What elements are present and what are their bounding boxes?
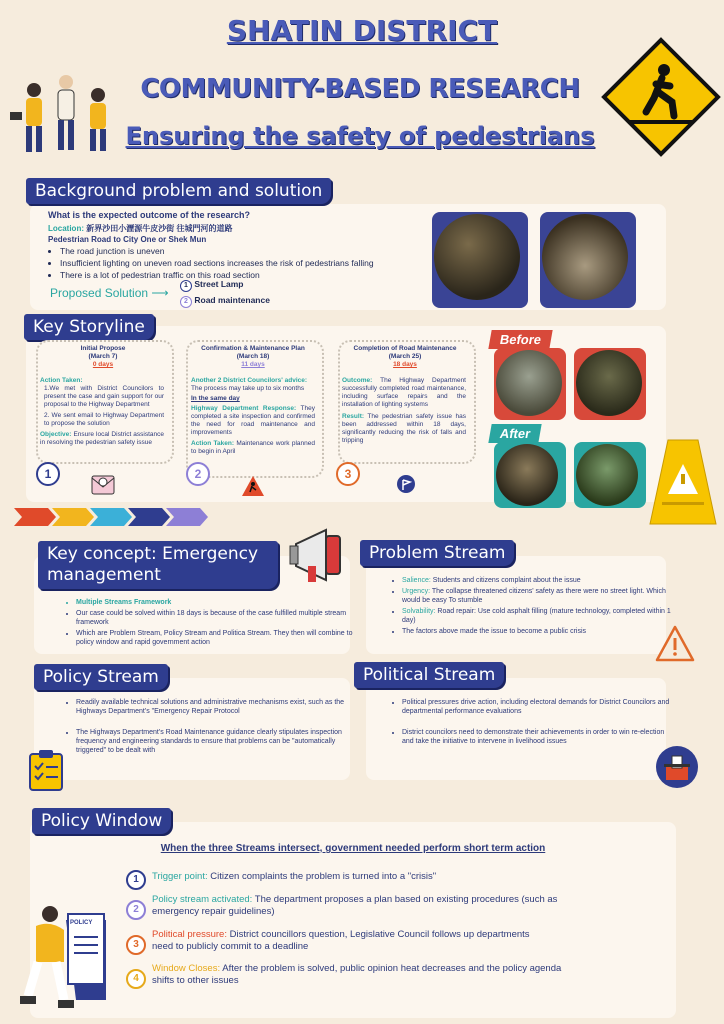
solution-street-lamp: Street Lamp [194, 279, 244, 289]
card-date: (March 7) [88, 353, 118, 360]
card-days: 0 days [92, 361, 114, 368]
card-date: (March 18) [236, 353, 270, 360]
location-pin-icon [396, 474, 416, 496]
road-photo [542, 214, 628, 300]
policy-sign-text: POLICY [70, 920, 93, 926]
card-label: Objective: [40, 431, 72, 438]
before-label: Before [488, 330, 553, 349]
step-number-2: 2 [186, 462, 210, 486]
list-item: • The road junction is uneven [60, 246, 440, 256]
wet-floor-sign [646, 436, 720, 528]
person-with-policy-sign [16, 900, 116, 1014]
list-item: • District councilors need to demonstrate their achievements in order to win re-election and take the initiative to intervene in livelihood issues [402, 728, 672, 746]
card-label: Result: [342, 413, 365, 420]
window-subheading: When the three Streams intersect, government needed perform short term action [160, 843, 546, 854]
step-number-1: 1 [36, 462, 60, 486]
location-label: Location: [48, 224, 84, 233]
window-item-text: The department proposes a plan based on existing procedures (such as emergency repair guidelines) [152, 894, 558, 917]
solution-number-icon: 2 [180, 296, 192, 308]
card-title: Initial Propose [80, 345, 126, 352]
solution-road-maintenance: Road maintenance [194, 295, 270, 305]
list-item [402, 607, 672, 625]
construction-sign-icon [240, 474, 266, 498]
proposed-solution-label: Proposed Solution [50, 286, 149, 300]
walking-people-illustration [4, 40, 124, 160]
list-item: • Insufficient lighting on uneven road sections increases the risk of pedestrians falling [60, 258, 440, 268]
title-line1: SHATIN DISTRICT [226, 14, 498, 47]
card-text: The pedestrian safety issue has been addressed within 18 days, significantly reducing the risk of falls and tripping [342, 413, 466, 444]
window-number-2: 2 [126, 900, 146, 920]
policy-heading: Policy Stream [34, 664, 168, 690]
window-item-text: District councillors question, Legislative Council follows up departments need to publicly commit to a deadline [152, 929, 530, 952]
card-text: They completed a site inspection and confirmed the need for road maintenance and improvements [191, 405, 315, 436]
before-photo [496, 350, 562, 416]
storyline-heading: Key Storyline [24, 314, 154, 340]
checklist-icon [24, 748, 70, 794]
window-item-label: Political pressure: [152, 929, 227, 940]
card-same-day: In the same day [191, 395, 240, 402]
list-item: • There is a lot of pedestrian traffic on this road section [60, 270, 440, 280]
after-label: After [488, 424, 542, 443]
list-item [402, 587, 672, 605]
list-item [402, 576, 672, 585]
email-icon [90, 472, 116, 496]
before-photo [576, 350, 642, 416]
window-heading: Policy Window [32, 808, 171, 834]
card-text: The Highway Department successfully completed road maintenance, including surface repairs and the installation of lighting systems [342, 377, 466, 408]
card-label: Action Taken: [191, 440, 234, 447]
window-item-label: Window Closes: [152, 963, 221, 974]
card-text: Maintenance work planned to begin in April [191, 440, 315, 455]
card-label: Action Taken: [40, 377, 83, 384]
list-item: • The Highways Department's Road Maintenance guidance clearly stipulates inspection frequency and engineering standards to ensure that problems can be "automatically triggered" to be dealt with [76, 728, 356, 755]
warning-triangle-icon [654, 624, 696, 664]
window-number-3: 3 [126, 935, 146, 955]
list-item: • Which are Problem Stream, Policy Stream and Politica Stream. They then will combine to policy window and rapid government action [76, 629, 356, 647]
progress-arrows [14, 506, 214, 528]
background-heading: Background problem and solution [26, 178, 331, 204]
window-number-4: 4 [126, 969, 146, 989]
item-text: Road repair: Use cold asphalt filling (mature technology, completed within 1 day) [402, 608, 671, 624]
background-question: What is the expected outcome of the research? [48, 210, 251, 220]
card-text: The process may take up to six months [191, 385, 305, 392]
list-item: • Political pressures drive action, including electoral demands for District Councilors and departmental performance evaluations [402, 698, 672, 716]
item-text: The collapse threatened citizens' safety as there were no street light. Which would be easy To stumble [402, 588, 666, 604]
solution-number-icon: 1 [180, 280, 192, 292]
item-text: The factors above made the issue to become a public crisis [402, 628, 587, 635]
card-text: Ensure local District assistance in resolving the pedestrian safety issue [40, 431, 165, 446]
card-title: Completion of Road Maintenance [353, 345, 457, 352]
card-title: Confirmation & Maintenance Plan [201, 345, 305, 352]
political-heading: Political Stream [354, 662, 504, 688]
window-item-text: After the problem is solved, public opinion heat decreases and the policy agenda shifts to other issues [152, 963, 562, 986]
location-value: 新界沙田小瀝源牛皮沙街 往城門河的道路 [86, 224, 233, 233]
card-label: Another 2 District Councilors' advice: [191, 377, 308, 384]
window-item-label: Trigger point: [152, 871, 208, 882]
title-line2: COMMUNITY-BASED RESEARCH [140, 74, 580, 104]
item-text: Students and citizens complaint about the issue [432, 577, 581, 584]
vote-box-icon [654, 744, 700, 790]
item-label: Urgency: [402, 588, 431, 595]
concept-heading: Key concept: Emergency management [38, 541, 278, 589]
card-days: 18 days [393, 361, 417, 368]
title-line3: Ensuring the safety of pedestrians [125, 122, 595, 150]
list-item: • Our case could be solved within 18 days is because of the case fulfilled multiple stream framework [76, 609, 356, 627]
pedestrian-crossing-sign [600, 36, 722, 158]
list-item: • Readily available technical solutions and administrative mechanisms exist, such as the Highways Department's "Emergency Repair Protocol [76, 698, 356, 716]
card-days: 11 days [241, 361, 265, 368]
location-sub: Pedestrian Road to City One or Shek Mun [48, 235, 207, 244]
problem-heading: Problem Stream [360, 540, 514, 566]
step-number-3: 3 [336, 462, 360, 486]
background-bullets [48, 246, 440, 282]
list-item: • Multiple Streams Framework [76, 598, 356, 607]
arrow-right-icon: ⟶ [151, 286, 169, 300]
card-label: Outcome: [342, 377, 373, 384]
item-label: Salience: [402, 577, 431, 584]
card-text: 1.We met with District Councilors to present the case and gain support for our proposal to the Highway Department [44, 385, 164, 408]
road-photo [434, 214, 520, 300]
window-item-label: Policy stream activated: [152, 894, 253, 905]
item-label: Solvability: [402, 608, 436, 615]
card-date: (March 25) [388, 353, 422, 360]
card-label: Highway Department Response: [191, 405, 297, 412]
card-text: 2. We sent email to Highway Department to propose the solution [44, 412, 164, 427]
after-photo [496, 444, 558, 506]
megaphone-icon [288, 526, 358, 584]
window-item-text: Citizen complaints the problem is turned into a "crisis" [210, 871, 437, 882]
after-photo [576, 444, 638, 506]
window-number-1: 1 [126, 870, 146, 890]
list-item [402, 627, 672, 636]
